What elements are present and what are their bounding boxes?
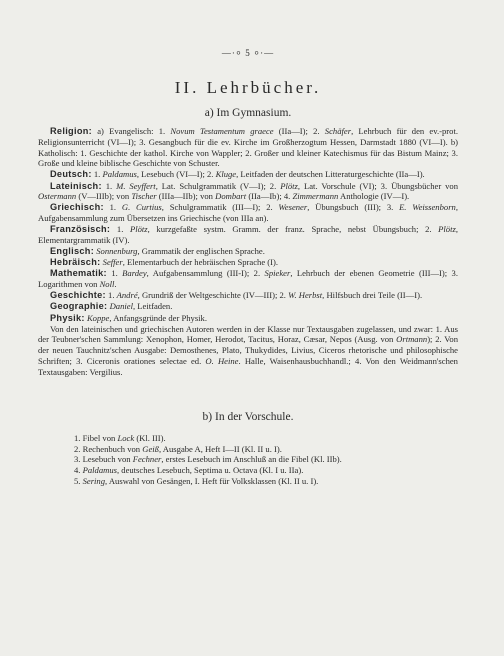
list-item [74, 444, 458, 455]
textbook-paragraph [38, 169, 458, 180]
text-run: , Auswahl von Gesängen, I. Heft für Volksklassen (Kl. II u. I). [105, 476, 319, 487]
textbook-paragraph [38, 257, 458, 268]
author-name: Lock [117, 432, 135, 443]
author-name: Daniel [109, 301, 133, 312]
textbook-paragraph [38, 181, 458, 203]
text-run: , Lat. Vorschule (VI); 3. Übungsbücher von [297, 180, 459, 191]
text-run: , Grammatik der englischen Sprache. [137, 246, 265, 257]
text-run: , Ausgabe A, Heft I—II (Kl. II u. I). [158, 443, 282, 454]
author-name: Dombart [215, 191, 247, 202]
text-run: , Lat. Schulgrammatik (V—I); 2. [155, 180, 281, 191]
author-name: Spieker [264, 268, 291, 279]
author-name: Kluge [215, 169, 237, 180]
list-item [74, 476, 458, 487]
author-name: Geiß [142, 443, 159, 454]
author-name: Novum Testamentum graece [170, 126, 274, 136]
text-run: , Leitfaden der deutschen Litteraturgeschichte (IIa—I). [236, 169, 425, 180]
author-name: Paldamus [102, 169, 137, 180]
subject-label: Geographie: [50, 301, 108, 312]
subject-label: Hebräisch: [50, 257, 101, 268]
text-run: , erstes Lesebuch im Anschluß an die Fibel (Kl. IIb). [161, 454, 342, 465]
author-name: Paldamus [82, 465, 117, 476]
textbook-paragraph [38, 126, 458, 169]
author-name: Ortmann [396, 334, 428, 345]
text-run: 1. [106, 268, 123, 279]
text-run: 1. [91, 169, 103, 180]
text-run: , Aufgabensammlung zum Übersetzen ins Griechische (von IIIa an). [38, 202, 458, 224]
subject-label: Französisch: [50, 224, 111, 235]
subject-label: Geschichte: [50, 290, 106, 301]
text-run: 2. [74, 443, 83, 454]
text-run: , Elementargrammatik (IV). [38, 224, 458, 246]
text-run: , Lesebuch (VI—I); 2. [136, 169, 216, 180]
text-run: (IIa—Ib); 4. [246, 191, 293, 202]
list-item [74, 433, 458, 444]
subject-label: Englisch: [50, 246, 95, 257]
author-name: Bardey [122, 268, 147, 279]
text-run: 5. [74, 476, 83, 487]
text-run: (Kl. III). [134, 432, 166, 443]
author-name: Tischer [131, 191, 157, 202]
author-name: Sonnenburg [96, 246, 138, 257]
text-run: Lesebuch von [82, 454, 133, 465]
author-name: Ostermann [38, 191, 77, 202]
text-run: 3. [74, 454, 83, 465]
section-heading-gymnasium: a) Im Gymnasium. [204, 107, 292, 119]
author-name: G. Curtius [121, 202, 162, 213]
vorschule-textbook-list [38, 433, 458, 488]
text-run: Von den lateinischen und griechischen Autoren werden in der Klasse nur Textausgaben zugelassen, und zwar: 1. Aus der Teubner'schen Sammlung: Xenophon, Homer, Herodot, Tacitus, Horaz, Cæsar, Nepos (Ausg. von [38, 323, 458, 345]
text-run: . Halle, Waisenhausbuchhandl.; 4. Von den Weidmann'schen Textausgaben: Vergilius. [38, 356, 458, 377]
text-run: Fibel von [82, 432, 118, 443]
list-item [74, 465, 458, 476]
text-run: 4. [74, 465, 83, 476]
subject-label: Physik: [50, 312, 85, 323]
text-run: Rechenbuch von [82, 443, 143, 454]
text-run: 1. [110, 224, 130, 235]
text-run: , Lehrbuch für den ev.-prot. Religionsunterricht (VI—I); 3. Gesangbuch für die ev. Kirche im Großherzogtum Hessen, Darmstadt 1880 (VI—I). b) Katholisch: 1. Geschichte der kathol. Kirche von Wappler; 2. Großer und kleiner Katechismus für das Bistum Mainz; 3. Große und kleine biblische Geschichte von Schuster. [38, 126, 458, 169]
textbook-paragraph [38, 324, 458, 378]
author-name: Schäfer [324, 126, 352, 136]
author-name: Sering [82, 476, 106, 487]
author-name: W. Herbst [288, 290, 323, 301]
textbook-paragraph [38, 246, 458, 257]
author-name: Koppe [86, 312, 110, 323]
subject-label: Deutsch: [50, 169, 92, 180]
section-heading-vorschule: b) In der Vorschule. [202, 410, 294, 423]
author-name: E. Weissenborn [399, 202, 456, 213]
text-run: , Übungsbuch (III); 3. [307, 202, 400, 213]
author-name: M. Seyffert [116, 180, 156, 191]
author-name: Noll [99, 279, 115, 290]
textbook-paragraph [38, 313, 458, 324]
subject-label: Lateinisch: [50, 180, 102, 191]
text-run: , Schulgrammatik (III—I); 2. [161, 202, 279, 213]
text-run: , deutsches Lesebuch, Septima u. Octava (Kl. I u. IIa). [116, 465, 304, 476]
textbook-paragraph [38, 268, 458, 290]
text-run: (IIIa—IIb); von [156, 191, 216, 202]
text-run: (V—IIIb); von [76, 191, 132, 202]
subject-label: Mathematik: [50, 268, 107, 279]
gymnasium-textbook-list [38, 126, 458, 378]
text-run: ); 2. Von der neuen Tauchnitz'schen Ausgabe: Demosthenes, Plato, Thukydides, Livius, Ciceros rhetorische und philosophische Schriften; 3. Ciceronis orationes selectae ed. [38, 334, 459, 366]
author-name: O. Heine [205, 356, 239, 366]
subject-label: Religion: [50, 126, 92, 136]
text-run: . [114, 279, 117, 290]
textbook-paragraph [38, 290, 458, 301]
list-item [74, 454, 458, 465]
textbook-paragraph [38, 202, 458, 224]
text-run: 1. [105, 290, 117, 301]
author-name: Plötz [129, 224, 148, 235]
text-run: Anthologie (IV—I). [338, 191, 410, 202]
author-name: Seffer [102, 257, 123, 268]
text-run: , Anfangsgründe der Physik. [109, 312, 207, 323]
text-run: , Elementarbuch der hebräischen Sprache (I). [122, 257, 279, 268]
author-name: Fechner [132, 454, 162, 465]
subject-label: Griechisch: [50, 202, 104, 213]
author-name: Wesener [278, 202, 308, 213]
author-name: Zimmermann [292, 191, 339, 202]
text-run: 1. [74, 432, 83, 443]
text-run: , Hilfsbuch drei Teile (II—I). [322, 290, 423, 301]
textbook-paragraph [38, 301, 458, 312]
text-run: , Aufgabensammlung (III-I); 2. [146, 268, 265, 279]
text-run: 1. [101, 180, 117, 191]
author-name: Plötz [280, 180, 298, 191]
text-run: (IIa—I); 2. [273, 126, 325, 136]
text-run: , Lehrbuch der ebenen Geometrie (III—I); 3. Logarithmen von [38, 268, 458, 290]
text-run: , Grundriß der Weltgeschichte (IV—III); 2. [137, 290, 289, 301]
page-title: II. Lehrbücher. [174, 78, 322, 97]
author-name: Plötz [438, 224, 456, 235]
page-number: —·⸰ 5 ⸰·— [221, 48, 275, 58]
text-run: , Leitfaden. [132, 301, 173, 312]
text-run: 1. [103, 202, 122, 213]
textbook-paragraph [38, 224, 458, 246]
text-run: , kurzgefaßte systm. Gramm. der franz. Sprache, nebst Übungsbuch; 2. [147, 224, 439, 235]
text-run: a) Evangelisch: 1. [92, 126, 171, 136]
author-name: André [116, 290, 138, 301]
